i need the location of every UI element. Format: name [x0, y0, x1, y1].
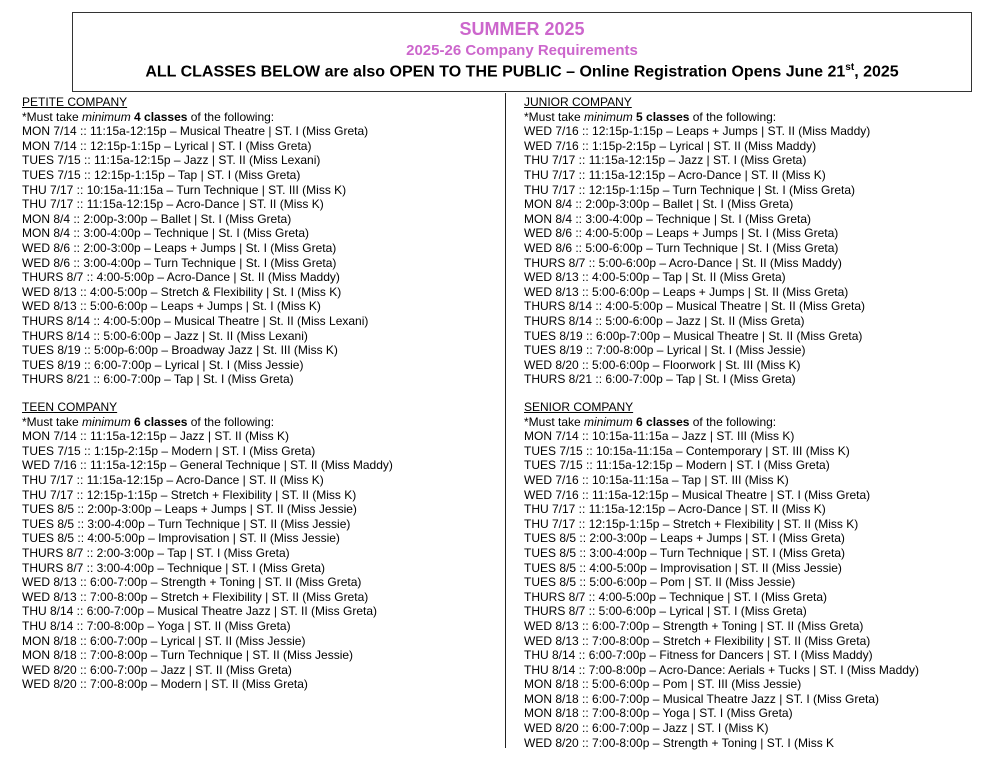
class-item: WED 7/16 :: 12:15p-1:15p – Leaps + Jumps | ST. II (Miss Maddy)	[524, 124, 871, 139]
class-item: MON 8/18 :: 7:00-8:00p – Turn Technique | ST. II (Miss Jessie)	[22, 648, 354, 663]
class-list	[22, 124, 368, 387]
class-list	[22, 429, 393, 692]
class-item: MON 8/4 :: 3:00-4:00p – Technique | St. I (Miss Greta)	[22, 226, 310, 241]
class-item: TUES 8/19 :: 5:00p-6:00p – Broadway Jazz | St. III (Miss K)	[22, 343, 338, 358]
req-count: 4 classes	[130, 109, 188, 124]
req-minimum: minimum	[82, 109, 131, 124]
class-item: TUES 8/5 :: 3:00-4:00p – Turn Technique | ST. I (Miss Greta)	[524, 545, 846, 560]
junior-company-section	[524, 95, 870, 387]
class-item: MON 8/18 :: 7:00-8:00p – Yoga | ST. I (Miss Greta)	[524, 706, 793, 721]
registration-notice-year: , 2025	[854, 63, 899, 81]
class-item: WED 8/13 :: 5:00-6:00p – Leaps + Jumps | St. II (Miss Greta)	[524, 284, 849, 299]
class-item: WED 7/16 :: 11:15a-12:15p – Musical Theatre | ST. I (Miss Greta)	[524, 487, 871, 502]
class-item: TUES 8/5 :: 2:00p-3:00p – Leaps + Jumps | ST. II (Miss Jessie)	[22, 502, 357, 517]
class-item: MON 8/18 :: 6:00-7:00p – Musical Theatre Jazz | ST. I (Miss Greta)	[524, 691, 880, 706]
class-item: THURS 8/7 :: 5:00-6:00p – Acro-Dance | St. II (Miss Maddy)	[524, 255, 842, 270]
req-prefix: *Must take	[524, 414, 585, 429]
req-suffix: of the following:	[187, 109, 275, 124]
class-item: MON 8/18 :: 5:00-6:00p – Pom | ST. III (Miss Jessie)	[524, 677, 802, 692]
class-item: WED 8/6 :: 2:00-3:00p – Leaps + Jumps | St. I (Miss Greta)	[22, 240, 337, 255]
class-item: THURS 8/7 :: 4:00-5:00p – Acro-Dance | St. II (Miss Maddy)	[22, 270, 340, 285]
class-item: WED 7/16 :: 1:15p-2:15p – Lyrical | ST. II (Miss Maddy)	[524, 138, 817, 153]
class-item: MON 7/14 :: 11:15a-12:15p – Jazz | ST. II (Miss K)	[22, 429, 289, 444]
class-item: MON 7/14 :: 11:15a-12:15p – Musical Theatre | ST. I (Miss Greta)	[22, 124, 369, 139]
class-item: WED 8/13 :: 4:00-5:00p – Tap | St. II (Miss Greta)	[524, 270, 786, 285]
class-item: THU 7/17 :: 11:15a-12:15p – Acro-Dance | ST. II (Miss K)	[22, 197, 324, 212]
class-item: TUES 8/5 :: 4:00-5:00p – Improvisation | ST. II (Miss Jessie)	[22, 531, 340, 546]
class-item: WED 8/20 :: 7:00-8:00p – Strength + Toning | ST. I (Miss K	[524, 735, 835, 750]
class-item: TUES 8/19 :: 6:00p-7:00p – Musical Theatre | St. II (Miss Greta)	[524, 328, 863, 343]
registration-notice-text: ALL CLASSES BELOW are also OPEN TO THE PUBLIC – Online Registration Opens June 21	[145, 63, 846, 81]
req-minimum: minimum	[584, 414, 633, 429]
class-item: WED 8/13 :: 5:00-6:00p – Leaps + Jumps | St. I (Miss K)	[22, 299, 321, 314]
class-item: TUES 8/5 :: 3:00-4:00p – Turn Technique | ST. II (Miss Jessie)	[22, 516, 351, 531]
class-item: WED 8/13 :: 6:00-7:00p – Strength + Toning | ST. II (Miss Greta)	[524, 618, 864, 633]
class-item: WED 8/20 :: 6:00-7:00p – Jazz | ST. I (Miss K)	[524, 721, 769, 736]
class-item: WED 8/20 :: 7:00-8:00p – Modern | ST. II (Miss Greta)	[22, 677, 308, 692]
class-list	[524, 124, 870, 387]
class-item: THU 8/14 :: 6:00-7:00p – Musical Theatre Jazz | ST. II (Miss Greta)	[22, 604, 378, 619]
class-item: TUES 7/15 :: 12:15p-1:15p – Tap | ST. I (Miss Greta)	[22, 167, 301, 182]
req-count: 5 classes	[632, 109, 690, 124]
class-item: THU 7/17 :: 11:15a-12:15p – Acro-Dance | ST. II (Miss K)	[22, 472, 324, 487]
class-item: THURS 8/7 :: 2:00-3:00p – Tap | ST. I (Miss Greta)	[22, 545, 290, 560]
class-item: TUES 7/15 :: 11:15a-12:15p – Jazz | ST. II (Miss Lexani)	[22, 153, 321, 168]
class-item: THURS 8/14 :: 5:00-6:00p – Jazz | St. II (Miss Lexani)	[22, 328, 308, 343]
class-item: WED 8/20 :: 6:00-7:00p – Jazz | ST. II (Miss Greta)	[22, 662, 292, 677]
req-suffix: of the following:	[187, 414, 275, 429]
class-item: TUES 8/19 :: 6:00-7:00p – Lyrical | St. I (Miss Jessie)	[22, 357, 304, 372]
class-item: MON 8/4 :: 2:00p-3:00p – Ballet | St. I (Miss Greta)	[524, 197, 794, 212]
class-item: THU 7/17 :: 11:15a-12:15p – Acro-Dance | ST. II (Miss K)	[524, 502, 826, 517]
class-item: MON 8/4 :: 2:00p-3:00p – Ballet | St. I (Miss Greta)	[22, 211, 292, 226]
class-item: THU 7/17 :: 11:15a-12:15p – Acro-Dance | ST. II (Miss K)	[524, 167, 826, 182]
requirement-line	[22, 110, 368, 125]
req-suffix: of the following:	[689, 109, 777, 124]
class-item: MON 8/18 :: 6:00-7:00p – Lyrical | ST. II (Miss Jessie)	[22, 633, 306, 648]
class-item: THU 8/14 :: 6:00-7:00p – Fitness for Dancers | ST. I (Miss Maddy)	[524, 648, 873, 663]
requirements-subtitle: 2025-26 Company Requirements	[406, 42, 638, 59]
requirement-line	[22, 415, 393, 430]
class-item: THU 8/14 :: 7:00-8:00p – Yoga | ST. II (Miss Greta)	[22, 618, 291, 633]
class-item: WED 8/13 :: 7:00-8:00p – Stretch + Flexibility | ST. II (Miss Greta)	[524, 633, 871, 648]
class-item: WED 8/13 :: 4:00-5:00p – Stretch & Flexibility | St. I (Miss K)	[22, 284, 342, 299]
class-item: THU 7/17 :: 10:15a-11:15a – Turn Technique | ST. III (Miss K)	[22, 182, 347, 197]
class-item: WED 8/6 :: 3:00-4:00p – Turn Technique | St. I (Miss Greta)	[22, 255, 337, 270]
class-item: THURS 8/14 :: 4:00-5:00p – Musical Theatre | St. II (Miss Lexani)	[22, 313, 369, 328]
column-divider	[505, 93, 506, 748]
season-title: SUMMER 2025	[459, 19, 585, 39]
req-prefix: *Must take	[22, 109, 83, 124]
class-item: WED 8/20 :: 5:00-6:00p – Floorwork | St. III (Miss K)	[524, 357, 801, 372]
section-title: TEEN COMPANY	[22, 400, 118, 414]
req-suffix: of the following:	[689, 414, 777, 429]
requirement-line	[524, 110, 870, 125]
class-item: THURS 8/21 :: 6:00-7:00p – Tap | St. I (Miss Greta)	[524, 372, 796, 387]
class-item: THURS 8/7 :: 3:00-4:00p – Technique | ST. I (Miss Greta)	[22, 560, 326, 575]
registration-notice	[73, 62, 971, 81]
class-item: THU 7/17 :: 12:15p-1:15p – Stretch + Flexibility | ST. II (Miss K)	[524, 516, 859, 531]
teen-company-section	[22, 400, 393, 692]
class-item: THURS 8/21 :: 6:00-7:00p – Tap | St. I (Miss Greta)	[22, 372, 294, 387]
class-item: THU 7/17 :: 11:15a-12:15p – Jazz | ST. I (Miss Greta)	[524, 153, 807, 168]
class-item: TUES 7/15 :: 1:15p-2:15p – Modern | ST. I (Miss Greta)	[22, 443, 316, 458]
class-item: THU 8/14 :: 7:00-8:00p – Acro-Dance: Aerials + Tucks | ST. I (Miss Maddy)	[524, 662, 919, 677]
class-item: THURS 8/14 :: 4:00-5:00p – Musical Theatre | St. II (Miss Greta)	[524, 299, 866, 314]
class-item: MON 8/4 :: 3:00-4:00p – Technique | St. I (Miss Greta)	[524, 211, 812, 226]
class-item: THU 7/17 :: 12:15p-1:15p – Stretch + Flexibility | ST. II (Miss K)	[22, 487, 357, 502]
section-title: PETITE COMPANY	[22, 95, 128, 109]
class-item: THURS 8/7 :: 4:00-5:00p – Technique | ST. I (Miss Greta)	[524, 589, 828, 604]
section-title: JUNIOR COMPANY	[524, 95, 632, 109]
req-prefix: *Must take	[524, 109, 585, 124]
req-prefix: *Must take	[22, 414, 83, 429]
class-item: TUES 8/19 :: 7:00-8:00p – Lyrical | St. I (Miss Jessie)	[524, 343, 806, 358]
class-item: WED 8/13 :: 6:00-7:00p – Strength + Toning | ST. II (Miss Greta)	[22, 575, 362, 590]
class-item: MON 7/14 :: 12:15p-1:15p – Lyrical | ST. I (Miss Greta)	[22, 138, 312, 153]
class-item: WED 7/16 :: 11:15a-12:15p – General Technique | ST. II (Miss Maddy)	[22, 458, 393, 473]
class-item: WED 8/6 :: 4:00-5:00p – Leaps + Jumps | St. I (Miss Greta)	[524, 226, 839, 241]
petite-company-section	[22, 95, 368, 387]
req-minimum: minimum	[82, 414, 131, 429]
requirement-line	[524, 415, 919, 430]
class-item: THU 7/17 :: 12:15p-1:15p – Turn Technique | St. I (Miss Greta)	[524, 182, 856, 197]
req-minimum: minimum	[584, 109, 633, 124]
class-item: WED 8/13 :: 7:00-8:00p – Stretch + Flexibility | ST. II (Miss Greta)	[22, 589, 369, 604]
class-item: TUES 7/15 :: 10:15a-11:15a – Contemporary | ST. III (Miss K)	[524, 443, 850, 458]
header-box	[72, 12, 972, 92]
class-item: MON 7/14 :: 10:15a-11:15a – Jazz | ST. III (Miss K)	[524, 429, 795, 444]
class-item: WED 7/16 :: 10:15a-11:15a – Tap | ST. III (Miss K)	[524, 472, 789, 487]
class-item: THURS 8/7 :: 5:00-6:00p – Lyrical | ST. I (Miss Greta)	[524, 604, 807, 619]
req-count: 6 classes	[632, 414, 690, 429]
class-list	[524, 429, 919, 750]
class-item: TUES 7/15 :: 11:15a-12:15p – Modern | ST. I (Miss Greta)	[524, 458, 830, 473]
class-item: THURS 8/14 :: 5:00-6:00p – Jazz | St. II (Miss Greta)	[524, 313, 805, 328]
class-item: TUES 8/5 :: 5:00-6:00p – Pom | ST. II (Miss Jessie)	[524, 575, 796, 590]
senior-company-section	[524, 400, 919, 750]
section-title: SENIOR COMPANY	[524, 400, 634, 414]
req-count: 6 classes	[130, 414, 188, 429]
class-item: WED 8/6 :: 5:00-6:00p – Turn Technique | St. I (Miss Greta)	[524, 240, 839, 255]
class-item: TUES 8/5 :: 4:00-5:00p – Improvisation | ST. II (Miss Jessie)	[524, 560, 842, 575]
registration-notice-suffix: st	[845, 62, 855, 73]
class-item: TUES 8/5 :: 2:00-3:00p – Leaps + Jumps | ST. I (Miss Greta)	[524, 531, 845, 546]
